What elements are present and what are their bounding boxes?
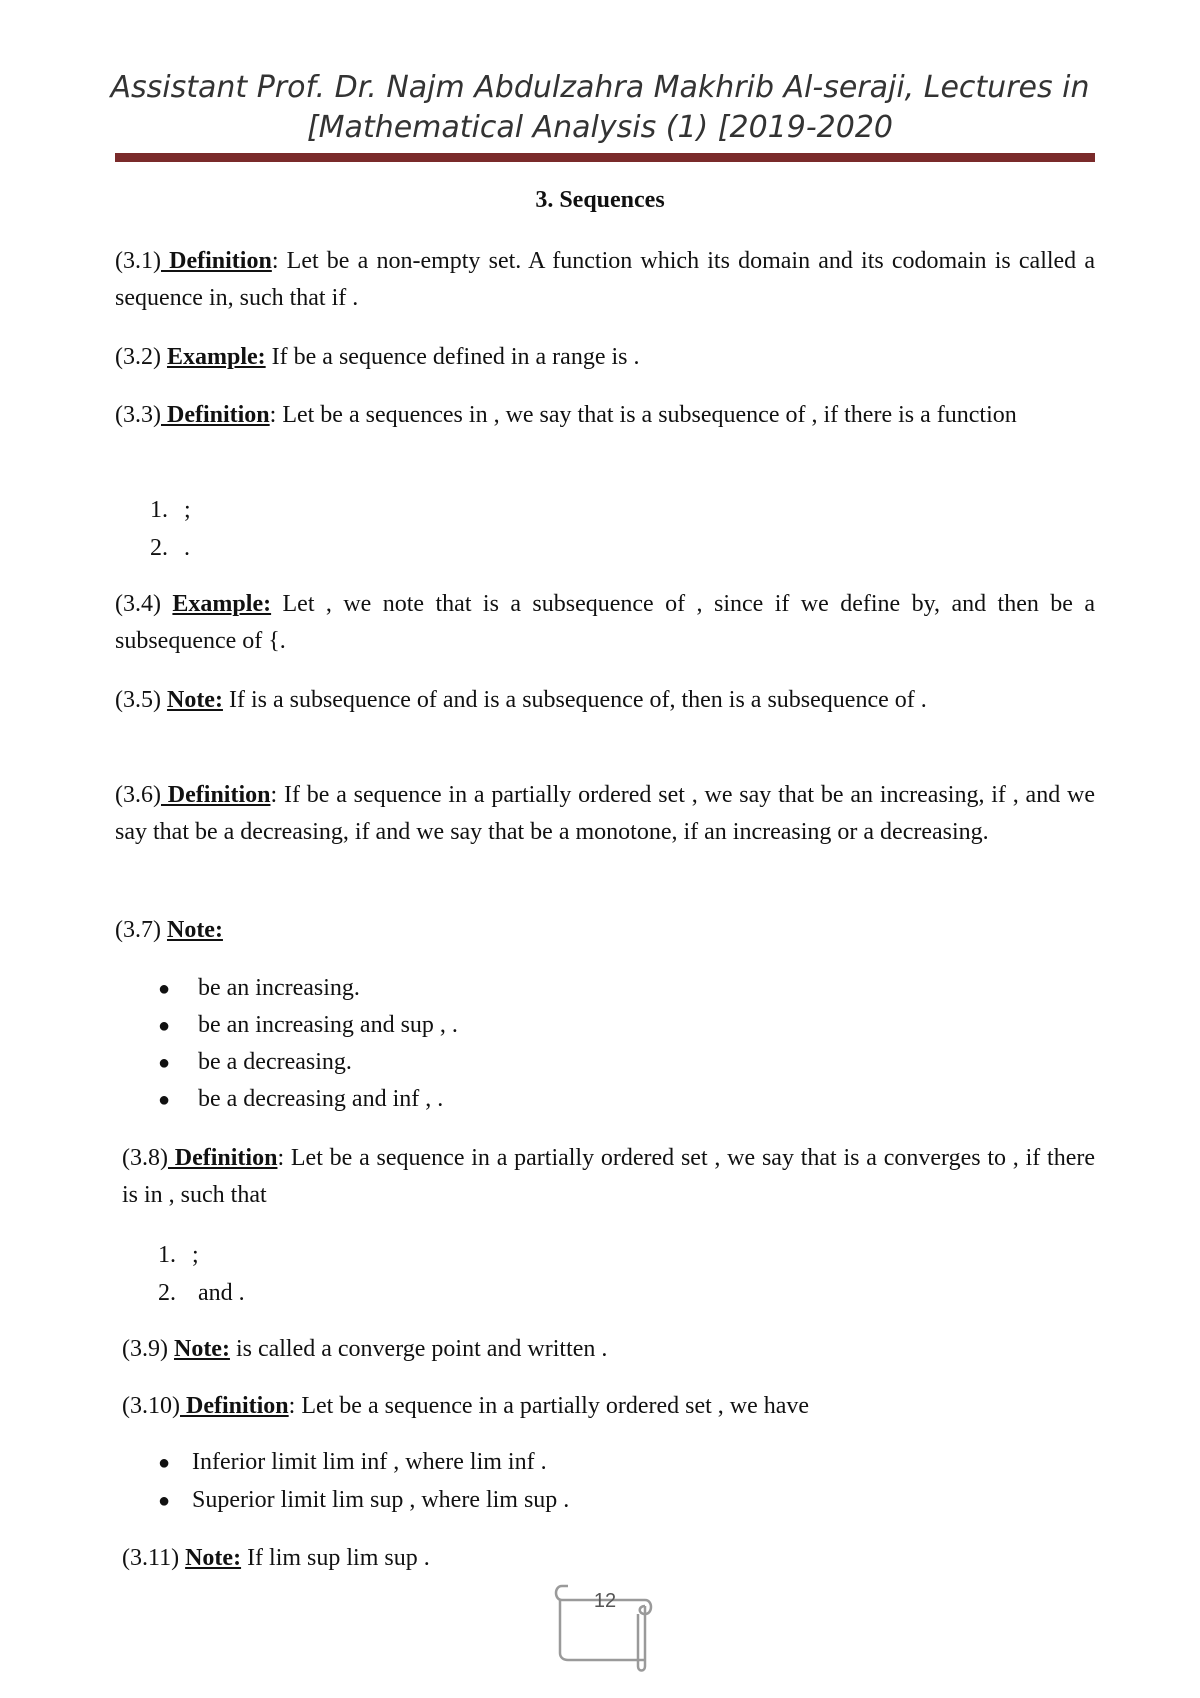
list-number: 2.: [158, 1280, 176, 1306]
bullet-text: Superior limit lim sup , where lim sup .: [192, 1487, 570, 1513]
bullet-icon: ●: [158, 1015, 171, 1037]
bullet-item: [158, 1047, 352, 1078]
item-label: Note:: [166, 917, 223, 943]
item-label: Note:: [166, 687, 223, 713]
bullet-icon: ●: [158, 1052, 171, 1074]
header-divider: [115, 153, 1095, 162]
item-text: If lim sup lim sup .: [241, 1545, 430, 1571]
bullet-icon: ●: [158, 1089, 171, 1111]
item-label: Definition: [167, 1145, 278, 1171]
item-label: Note:: [185, 1545, 242, 1571]
item-number: (3.11): [122, 1545, 186, 1571]
item-number: (3.6): [115, 782, 161, 808]
bullet-text: be an increasing.: [198, 975, 360, 1001]
note-3-5: [115, 682, 1095, 719]
bullet-icon: ●: [158, 1490, 171, 1512]
bullet-icon: ●: [158, 1452, 171, 1474]
list-text: and .: [192, 1280, 245, 1306]
item-number: (3.9): [122, 1336, 174, 1362]
note-3-11: [122, 1540, 1095, 1577]
list-number: 1.: [150, 497, 168, 523]
item-text: If is a subsequence of and is a subsequence of, then is a subsequence of .: [222, 687, 927, 713]
list-item: [158, 1278, 245, 1308]
definition-3-8: [122, 1140, 1095, 1214]
item-number: (3.10): [122, 1393, 180, 1419]
item-text: : Let be a sequences in , we say that is a subsequence of , if there is a function: [269, 402, 1017, 428]
list-text: ;: [192, 1242, 199, 1268]
item-number: (3.5): [115, 687, 167, 713]
example-3-4: [115, 586, 1095, 660]
item-label: Note:: [173, 1336, 230, 1362]
item-text: If be a sequence defined in a range is .: [265, 344, 640, 370]
item-text: : Let be a sequence in a partially ordered set , we have: [288, 1393, 810, 1419]
bullet-text: be a decreasing and inf , .: [198, 1086, 444, 1112]
item-label: Example:: [172, 591, 272, 617]
page-number: 12: [593, 1590, 617, 1612]
item-label: Definition: [179, 1393, 289, 1419]
item-label: Definition: [160, 248, 272, 274]
list-number: 1.: [158, 1242, 176, 1268]
example-3-2: [115, 339, 1095, 376]
page-footer: [550, 1578, 660, 1673]
item-label: Definition: [160, 782, 271, 808]
item-number: (3.2): [115, 344, 167, 370]
list-number: 2.: [150, 535, 168, 561]
bullet-item: [158, 1010, 458, 1041]
note-3-7: [115, 912, 1095, 949]
item-number: (3.8): [122, 1145, 168, 1171]
list-item: [150, 495, 191, 525]
list-item: [158, 1240, 199, 1270]
bullet-text: be an increasing and sup , .: [198, 1012, 458, 1038]
definition-3-1: [115, 243, 1095, 317]
item-text: : If be a sequence in a partially ordered set , we say that be an increasing, if , and we say that be a decreasing, if and we say that be a monotone, if an increasing or a decreasing.: [115, 782, 1095, 845]
item-label: Definition: [160, 402, 270, 428]
item-number: (3.4): [115, 591, 173, 617]
item-text: Let , we note that is a subsequence of , since if we define by, and then be a subsequence of {.: [115, 591, 1096, 654]
item-number: (3.3): [115, 402, 161, 428]
item-number: (3.1): [115, 248, 161, 274]
item-text: is called a converge point and written .: [229, 1336, 608, 1362]
header-line-2: [Mathematical Analysis (1) [2019-2020: [306, 110, 894, 145]
bullet-item: [158, 1485, 569, 1516]
list-item: [150, 533, 190, 563]
list-text: ;: [184, 497, 191, 523]
item-text: : Let be a non-empty set. A function which its domain and its codomain is called a sequence in, such that if .: [115, 248, 1096, 311]
page-header: [0, 68, 1200, 148]
header-line-1: Assistant Prof. Dr. Najm Abdulzahra Makhrib Al-seraji, Lectures in: [110, 70, 1090, 105]
definition-3-6: [115, 777, 1095, 851]
item-number: (3.7): [115, 917, 167, 943]
bullet-text: be a decreasing.: [198, 1049, 352, 1075]
definition-3-10: [122, 1388, 1095, 1425]
item-label: Example:: [166, 344, 266, 370]
bullet-item: [158, 973, 360, 1004]
bullet-text: Inferior limit lim inf , where lim inf .: [192, 1449, 547, 1475]
item-text: : Let be a sequence in a partially ordered set , we say that is a converges to , if there is in , such that: [122, 1145, 1095, 1208]
list-text: .: [184, 535, 190, 561]
note-3-9: [122, 1331, 1095, 1368]
bullet-icon: ●: [158, 978, 171, 1000]
bullet-item: [158, 1447, 547, 1478]
definition-3-3: [115, 397, 1095, 434]
bullet-item: [158, 1084, 443, 1115]
section-title: 3. Sequences: [535, 187, 665, 213]
